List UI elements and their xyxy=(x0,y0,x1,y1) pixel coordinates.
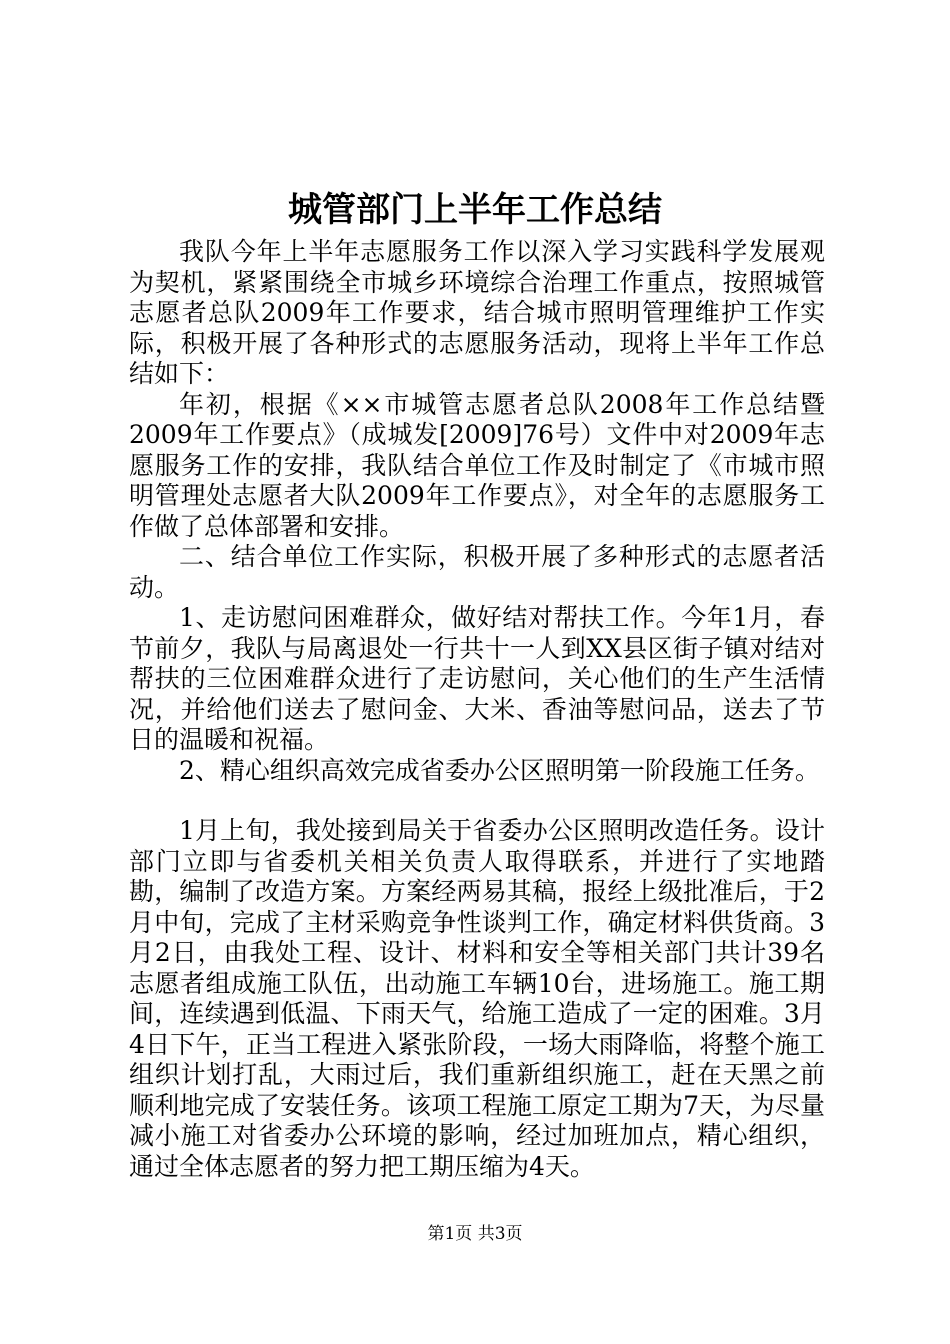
paragraph-item-two: 2、精心组织高效完成省委办公区照明第一阶段施工任务。 xyxy=(179,755,820,785)
document-body xyxy=(129,237,825,1182)
paragraph-construction: 1月上旬，我处接到局关于省委办公区照明改造任务。设计部门立即与省委机关相关负责人取得联系，并进行了实地踏勘，编制了改造方案。方案经两易其稿，报经上级批准后，于2月中旬，完成了主材采购竞争性谈判工作，确定材料供货商。3月2日，由我处工程、设计、材料和安全等相关部门共计39名志愿者组成施工队伍，出动施工车辆10台，进场施工。施工期间，连续遇到低温、下雨天气，给施工造成了一定的困难。3月4日下午，正当工程进入紧张阶段，一场大雨降临，将整个施工组织计划打乱，大雨过后，我们重新组织施工，赶在天黑之前顺利地完成了安装任务。该项工程施工原定工期为7天，为尽量减小施工对省委办公环境的影响，经过加班加点，精心组织，通过全体志愿者的努力把工期压缩为4天。 xyxy=(129,816,825,1181)
paragraph-intro: 我队今年上半年志愿服务工作以深入学习实践科学发展观为契机，紧紧围绕全市城乡环境综合治理工作重点，按照城管志愿者总队2009年工作要求，结合城市照明管理维护工作实际，积极开展了各种形式的志愿服务活动，现将上半年工作总结如下： xyxy=(129,237,825,388)
document-title: 城管部门上半年工作总结 xyxy=(288,190,662,230)
paragraph-item-one: 1、走访慰问困难群众，做好结对帮扶工作。今年1月，春节前夕，我队与局离退处一行共十一人到XX县区街子镇对结对帮扶的三位困难群众进行了走访慰问，关心他们的生产生活情况，并给他们送去了慰问金、大米、香油等慰问品，送去了节日的温暖和祝福。 xyxy=(129,603,825,754)
paragraph-section-two-heading: 二、结合单位工作实际，积极开展了多种形式的志愿者活动。 xyxy=(129,542,825,602)
page-number-footer: 第1页 共3页 xyxy=(427,1224,523,1244)
paragraph-plan: 年初，根据《××市城管志愿者总队2008年工作总结暨2009年工作要点》（成城发[2009]76号）文件中对2009年志愿服务工作的安排，我队结合单位工作及时制定了《市城市照明管理处志愿者大队2009年工作要点》，对全年的志愿服务工作做了总体部署和安排。 xyxy=(129,389,825,541)
